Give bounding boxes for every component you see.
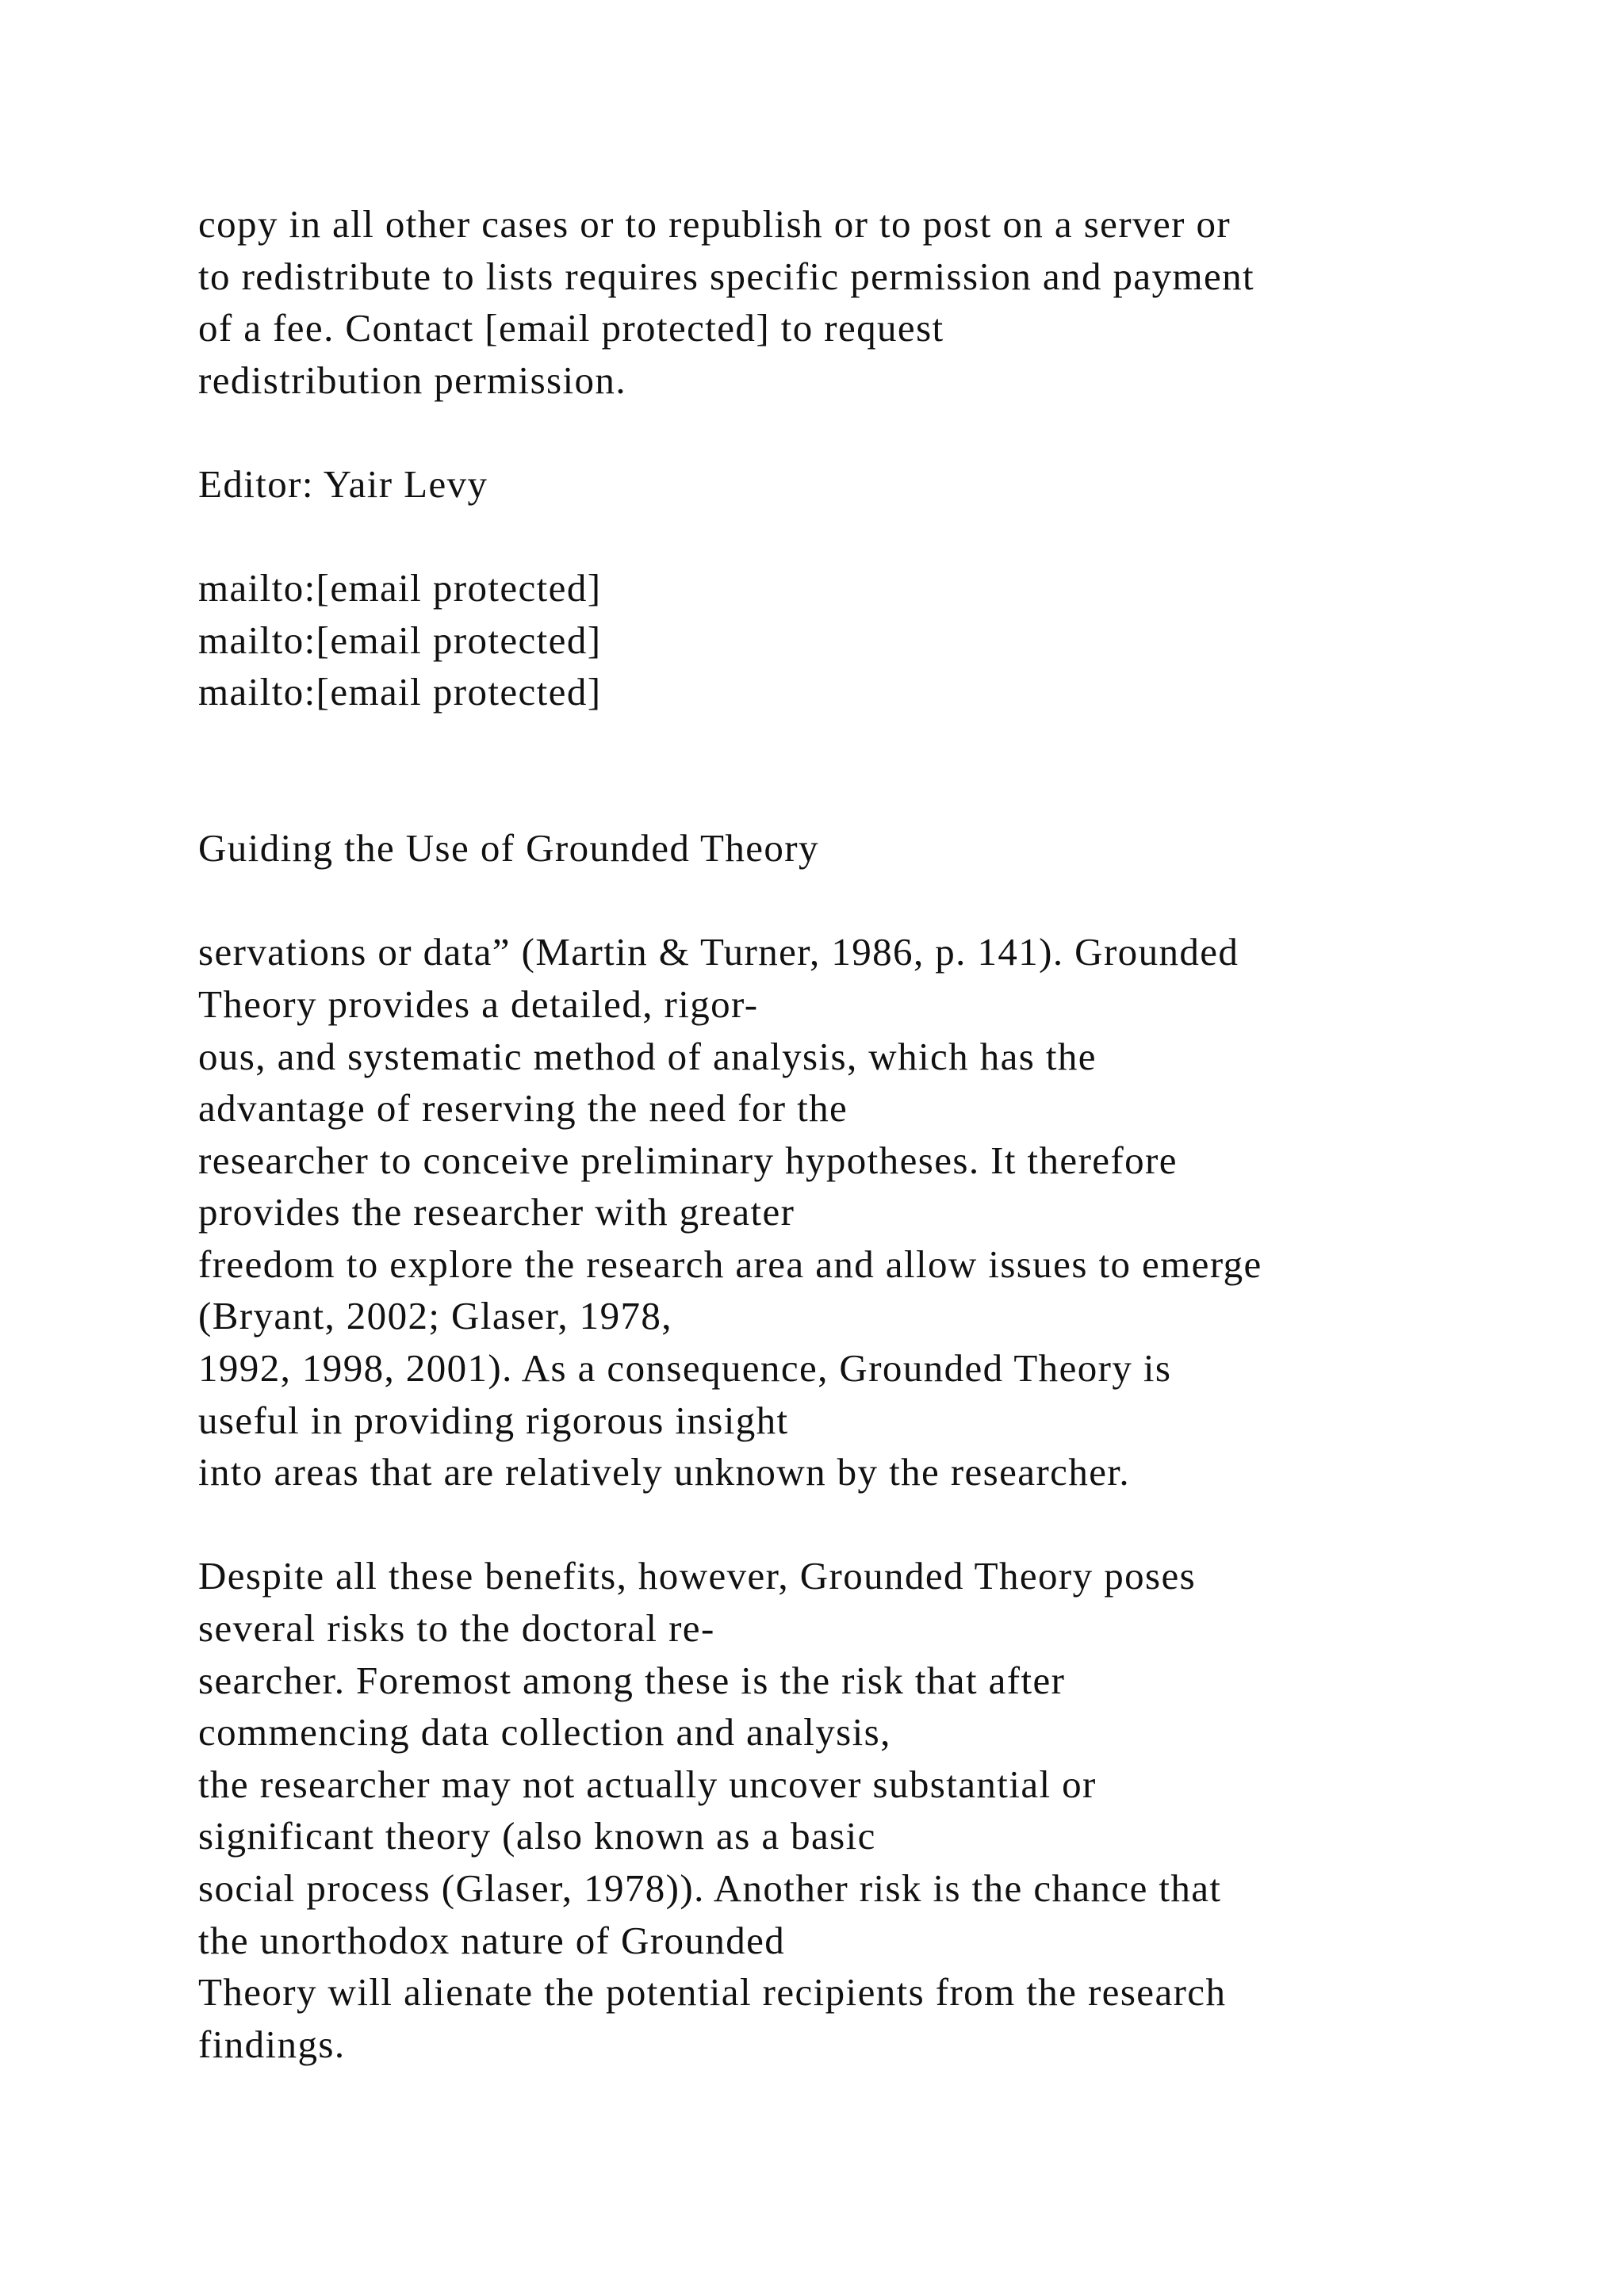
- text-line: Despite all these benefits, however, Grounded Theory poses: [198, 1554, 1197, 1598]
- text-line: provides the researcher with greater: [198, 1190, 795, 1234]
- permission-paragraph: [198, 198, 1507, 406]
- text-line: freedom to explore the research area and allow issues to emerge: [198, 1242, 1262, 1286]
- text-line: of a fee. Contact [email protected] to request: [198, 306, 944, 350]
- paragraph-spacer: [198, 718, 1507, 822]
- paragraph-spacer: [198, 406, 1507, 458]
- risks-paragraph: [198, 1550, 1507, 2070]
- text-line: 1992, 1998, 2001). As a consequence, Grounded Theory is: [198, 1346, 1172, 1391]
- text-line: Theory will alienate the potential recipients from the research: [198, 1970, 1227, 2015]
- text-line: findings.: [198, 2022, 346, 2066]
- text-line: commencing data collection and analysis,: [198, 1710, 891, 1755]
- text-line: servations or data” (Martin & Turner, 1986, p. 141). Grounded: [198, 930, 1239, 974]
- mailto-list: [198, 562, 1507, 718]
- text-line: social process (Glaser, 1978)). Another risk is the chance that: [198, 1866, 1222, 1910]
- text-line: redistribution permission.: [198, 358, 626, 402]
- paragraph-spacer: [198, 1498, 1507, 1551]
- text-line: the researcher may not actually uncover substantial or: [198, 1762, 1097, 1806]
- text-line: copy in all other cases or to republish or to post on a server or: [198, 202, 1231, 246]
- mailto-line: mailto:[email protected]: [198, 618, 602, 662]
- text-line: several risks to the doctoral re-: [198, 1606, 715, 1651]
- text-line: into areas that are relatively unknown by the researcher.: [198, 1450, 1131, 1494]
- text-line: useful in providing rigorous insight: [198, 1398, 789, 1442]
- text-line: ous, and systematic method of analysis, which has the: [198, 1034, 1097, 1078]
- text-line: the unorthodox nature of Grounded: [198, 1918, 786, 1962]
- grounded-theory-paragraph: [198, 926, 1507, 1498]
- editor-line: Editor: Yair Levy: [198, 461, 488, 506]
- text-line: (Bryant, 2002; Glaser, 1978,: [198, 1294, 672, 1338]
- text-line: Theory provides a detailed, rigor-: [198, 982, 759, 1026]
- text-line: researcher to conceive preliminary hypotheses. It therefore: [198, 1138, 1178, 1182]
- text-line: searcher. Foremost among these is the risk that after: [198, 1658, 1066, 1702]
- paragraph-spacer: [198, 874, 1507, 927]
- section-heading: Guiding the Use of Grounded Theory: [198, 826, 819, 871]
- text-line: significant theory (also known as a basic: [198, 1814, 876, 1858]
- paragraph-spacer: [198, 511, 1507, 563]
- mailto-line: mailto:[email protected]: [198, 566, 602, 610]
- text-line: advantage of reserving the need for the: [198, 1086, 848, 1131]
- document-body: [198, 198, 1507, 2070]
- mailto-line: mailto:[email protected]: [198, 670, 602, 714]
- text-line: to redistribute to lists requires specific permission and payment: [198, 254, 1255, 298]
